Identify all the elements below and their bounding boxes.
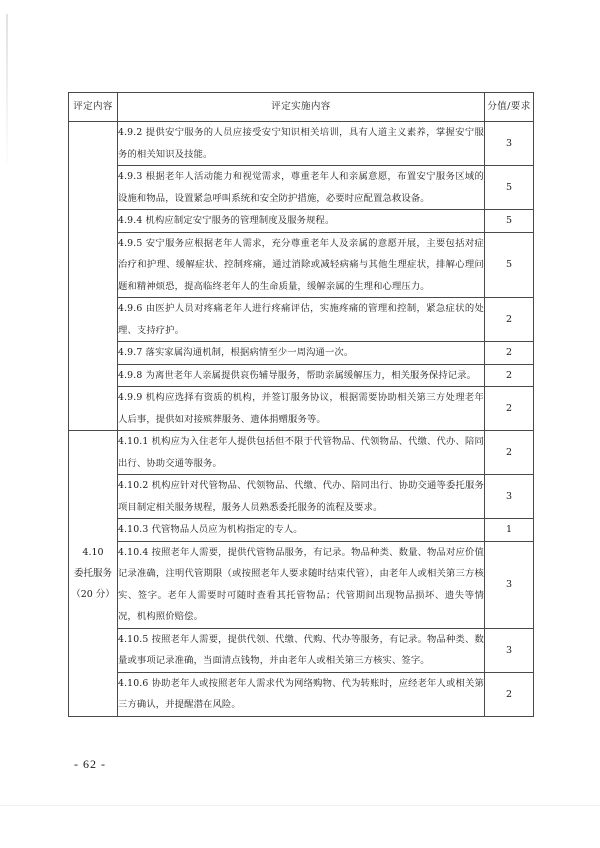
assessment-table <box>68 92 534 717</box>
column-header-category: 评定内容 <box>69 93 118 122</box>
requirement-content-cell: 4.9.6 由医护人员对疼痛老年人进行疼痛评估，实施疼痛的管理和控制，紧急症状的处理、支持疗护。 <box>118 298 485 342</box>
requirement-content-cell: 4.10.6 协助老年人或按照老年人需求代为网络购物、代为转账时，应经老年人或相关第三方确认，并提醒潜在风险。 <box>118 672 485 716</box>
table-row <box>69 672 534 716</box>
column-header-score: 分值/要求 <box>485 93 534 122</box>
category-cell <box>69 122 118 431</box>
score-cell: 5 <box>485 210 534 233</box>
requirement-content-cell: 4.9.2 提供安宁服务的人员应接受安宁知识相关培训，具有人道主义素养，掌握安宁服务的相关知识及技能。 <box>118 122 485 166</box>
score-cell: 1 <box>485 519 534 542</box>
score-cell: 3 <box>485 122 534 166</box>
score-cell: 3 <box>485 475 534 519</box>
score-cell: 3 <box>485 541 534 628</box>
scan-edge-artifact-left <box>6 14 8 164</box>
table-body <box>69 122 534 717</box>
requirement-content-cell: 4.9.4 机构应制定安宁服务的管理制度及服务规程。 <box>118 210 485 233</box>
table-row <box>69 519 534 542</box>
column-header-content: 评定实施内容 <box>118 93 485 122</box>
table-row <box>69 298 534 342</box>
table-header-row <box>69 93 534 122</box>
requirement-content-cell: 4.10.2 机构应针对代管物品、代领物品、代缴、代办、陪同出行、协助交通等委托服务项目制定相关服务规程，服务人员熟悉委托服务的流程及要求。 <box>118 475 485 519</box>
table-header <box>69 93 534 122</box>
score-cell: 2 <box>485 342 534 365</box>
category-cell <box>69 431 118 717</box>
score-cell: 2 <box>485 672 534 716</box>
requirement-content-cell: 4.9.3 根据老年人活动能力和视觉需求，尊重老年人和亲属意愿，布置安宁服务区域的设施和物品，设置紧急呼叫系统和安全防护措施，必要时应配置急救设备。 <box>118 166 485 210</box>
requirement-content-cell: 4.10.1 机构应为入住老年人提供包括但不限于代管物品、代领物品、代缴、代办、陪同出行、协助交通等服务。 <box>118 431 485 475</box>
category-line: （20 分） <box>71 588 115 600</box>
score-cell: 2 <box>485 431 534 475</box>
score-cell: 2 <box>485 364 534 387</box>
score-cell: 2 <box>485 387 534 431</box>
page-number: - 62 - <box>74 757 106 771</box>
requirement-content-cell: 4.9.5 安宁服务应根据老年人需求，充分尊重老年人及亲属的意愿开展，主要包括对症治疗和护理、缓解症状、控制疼痛，通过消除或减轻病痛与其他生理症状，排解心理问题和精神烦恐，提高临终老年人的生命质量，缓解亲属的生理和心理压力。 <box>118 232 485 298</box>
table-row <box>69 342 534 365</box>
category-line: 4.10 <box>82 546 104 558</box>
table-row <box>69 166 534 210</box>
score-cell: 5 <box>485 166 534 210</box>
requirement-content-cell: 4.10.3 代管物品人员应为机构指定的专人。 <box>118 519 485 542</box>
table-row <box>69 210 534 233</box>
requirement-content-cell: 4.10.5 按照老年人需要，提供代领、代缴、代购、代办等服务，有记录。物品种类、数量或事项记录准确，当面清点钱物，并由老年人或相关第三方核实、签字。 <box>118 628 485 672</box>
table-row <box>69 475 534 519</box>
scan-edge-artifact-bottom <box>0 805 600 806</box>
table-row <box>69 387 534 431</box>
table-row <box>69 232 534 298</box>
requirement-content-cell: 4.9.8 为离世老年人亲属提供哀伤辅导服务，帮助亲属缓解压力，相关服务保持记录。 <box>118 364 485 387</box>
score-cell: 2 <box>485 298 534 342</box>
table-row <box>69 431 534 475</box>
requirement-content-cell: 4.9.7 落实家属沟通机制，根据病情至少一周沟通一次。 <box>118 342 485 365</box>
table-row <box>69 364 534 387</box>
table-row <box>69 122 534 166</box>
requirement-content-cell: 4.9.9 机构应选择有资质的机构，并签订服务协议，根据需要协助相关第三方处理老年人后事，提供如对接殡葬服务、遗体捐赠服务等。 <box>118 387 485 431</box>
requirement-content-cell: 4.10.4 按照老年人需要，提供代管物品服务，有记录。物品种类、数量、物品对应价值记录准确，注明代管期限（或按照老年人要求随时结束代管），由老年人或相关第三方核实、签字。老年人需要时可随时查看其托管物品；代管期间出现物品损坏、遗失等情况，机构照价赔偿。 <box>118 541 485 628</box>
score-cell: 3 <box>485 628 534 672</box>
score-cell: 5 <box>485 232 534 298</box>
table-row <box>69 541 534 628</box>
table-row <box>69 628 534 672</box>
category-line: 委托服务 <box>73 567 112 579</box>
